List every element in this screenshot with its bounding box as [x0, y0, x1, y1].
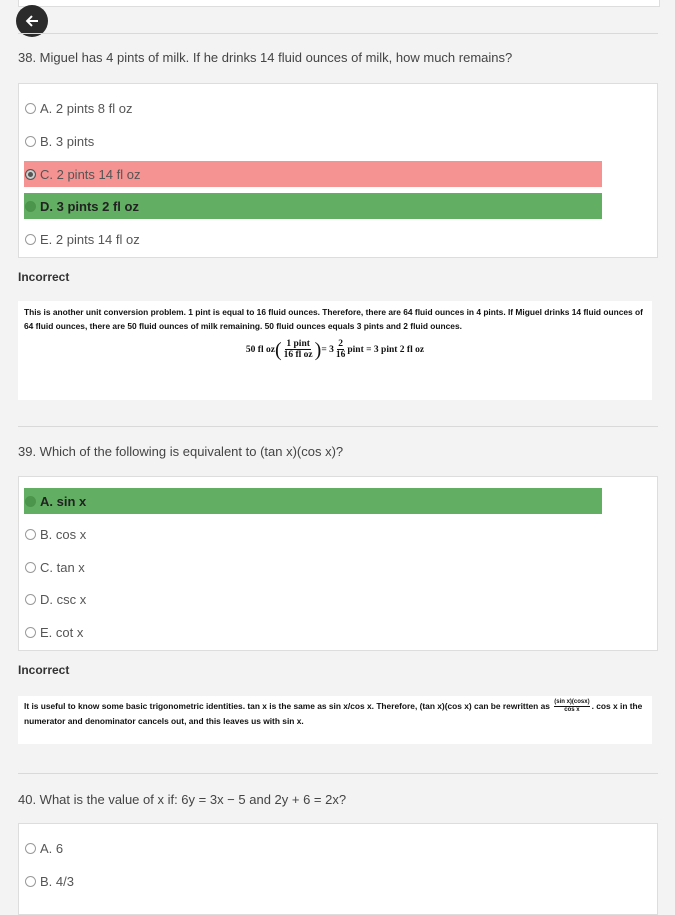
- q38-explanation: [18, 301, 652, 400]
- q38-option-a[interactable]: [24, 95, 602, 121]
- radio-icon[interactable]: [25, 876, 36, 887]
- option-label: C. 2 pints 14 fl oz: [40, 166, 141, 182]
- radio-icon[interactable]: [25, 843, 36, 854]
- radio-icon[interactable]: [25, 234, 36, 245]
- radio-icon[interactable]: [25, 103, 36, 114]
- divider: [18, 773, 658, 774]
- q38-option-e[interactable]: [24, 226, 602, 252]
- fraction-numerator: (sin x)(cosx): [554, 699, 590, 706]
- option-label: A. 6: [40, 840, 64, 856]
- q39-option-d[interactable]: [24, 586, 602, 612]
- back-arrow-icon: [24, 13, 40, 29]
- mixed-denominator: 16: [335, 350, 346, 360]
- explanation-text-part2: . cos x in the numerator and denominator cancels out, and this leaves us with sin x.: [24, 701, 643, 727]
- previous-card: [18, 0, 660, 7]
- formula-equals: = 3: [321, 344, 334, 355]
- conversion-fraction: [284, 339, 313, 360]
- conversion-formula: [24, 339, 646, 360]
- q39-option-b[interactable]: [24, 521, 602, 547]
- radio-icon[interactable]: [25, 627, 36, 638]
- option-label: B. 4/3: [40, 873, 74, 889]
- q39-explanation: [18, 696, 652, 744]
- option-label: D. csc x: [40, 591, 87, 607]
- mixed-fraction: [336, 339, 346, 360]
- paren-open: (: [274, 338, 282, 361]
- q40-option-b[interactable]: [24, 868, 602, 894]
- option-label: E. 2 pints 14 fl oz: [40, 231, 140, 247]
- question-40-text: 40. What is the value of x if: 6y = 3x − 5 and 2y + 6 = 2x?: [18, 792, 347, 807]
- option-label: A. 2 pints 8 fl oz: [40, 100, 133, 116]
- option-label: E. cot x: [40, 624, 84, 640]
- question-39-options: [18, 476, 658, 651]
- radio-selected-icon[interactable]: [25, 169, 36, 180]
- trig-fraction: [554, 699, 589, 714]
- radio-icon[interactable]: [25, 529, 36, 540]
- option-label: A. sin x: [40, 493, 87, 509]
- question-39-text: 39. Which of the following is equivalent to (tan x)(cos x)?: [18, 444, 344, 459]
- option-label: C. tan x: [40, 559, 85, 575]
- fraction-numerator: 1 pint: [286, 339, 310, 349]
- q39-option-e[interactable]: [24, 619, 602, 645]
- option-label: B. cos x: [40, 526, 87, 542]
- fraction-denominator: cos x: [564, 707, 580, 714]
- radio-icon[interactable]: [25, 201, 36, 212]
- radio-icon[interactable]: [25, 594, 36, 605]
- q38-option-c[interactable]: [24, 161, 602, 187]
- fraction-denominator: 16 fl oz: [283, 350, 313, 360]
- divider: [18, 426, 658, 427]
- radio-icon[interactable]: [25, 562, 36, 573]
- q39-result-status: Incorrect: [18, 663, 70, 677]
- radio-icon[interactable]: [25, 496, 36, 507]
- question-38-options: [18, 83, 658, 258]
- formula-rhs: pint = 3 pint 2 fl oz: [347, 344, 425, 355]
- q38-option-d[interactable]: [24, 193, 602, 219]
- radio-icon[interactable]: [25, 136, 36, 147]
- option-label: B. 3 pints: [40, 133, 95, 149]
- question-40-options: [18, 823, 658, 915]
- mixed-numerator: 2: [338, 339, 343, 349]
- q38-result-status: Incorrect: [18, 270, 70, 284]
- divider: [18, 33, 658, 34]
- formula-lhs: 50 fl oz: [245, 344, 275, 355]
- option-label: D. 3 pints 2 fl oz: [40, 198, 139, 214]
- explanation-text-part1: It is useful to know some basic trigonometric identities. tan x is the same as sin x/cos x. Therefore, (tan x)(cos x) can be rewritten as: [24, 701, 550, 711]
- q39-option-c[interactable]: [24, 554, 602, 580]
- q38-option-b[interactable]: [24, 128, 602, 154]
- explanation-text: This is another unit conversion problem. 1 pint is equal to 16 fluid ounces. Therefore, there are 64 fluid ounces in 4 pints. If Miguel drinks 14 fluid ounces of 64 fluid ounces, there are 50 fluid ounces of milk remaining. 50 fluid ounces equals 3 pints and 2 fluid ounces.: [24, 307, 643, 331]
- q39-option-a[interactable]: [24, 488, 602, 514]
- q40-option-a[interactable]: [24, 835, 602, 861]
- question-38-text: 38. Miguel has 4 pints of milk. If he drinks 14 fluid ounces of milk, how much remains?: [18, 50, 513, 65]
- paren-close: ): [314, 338, 322, 361]
